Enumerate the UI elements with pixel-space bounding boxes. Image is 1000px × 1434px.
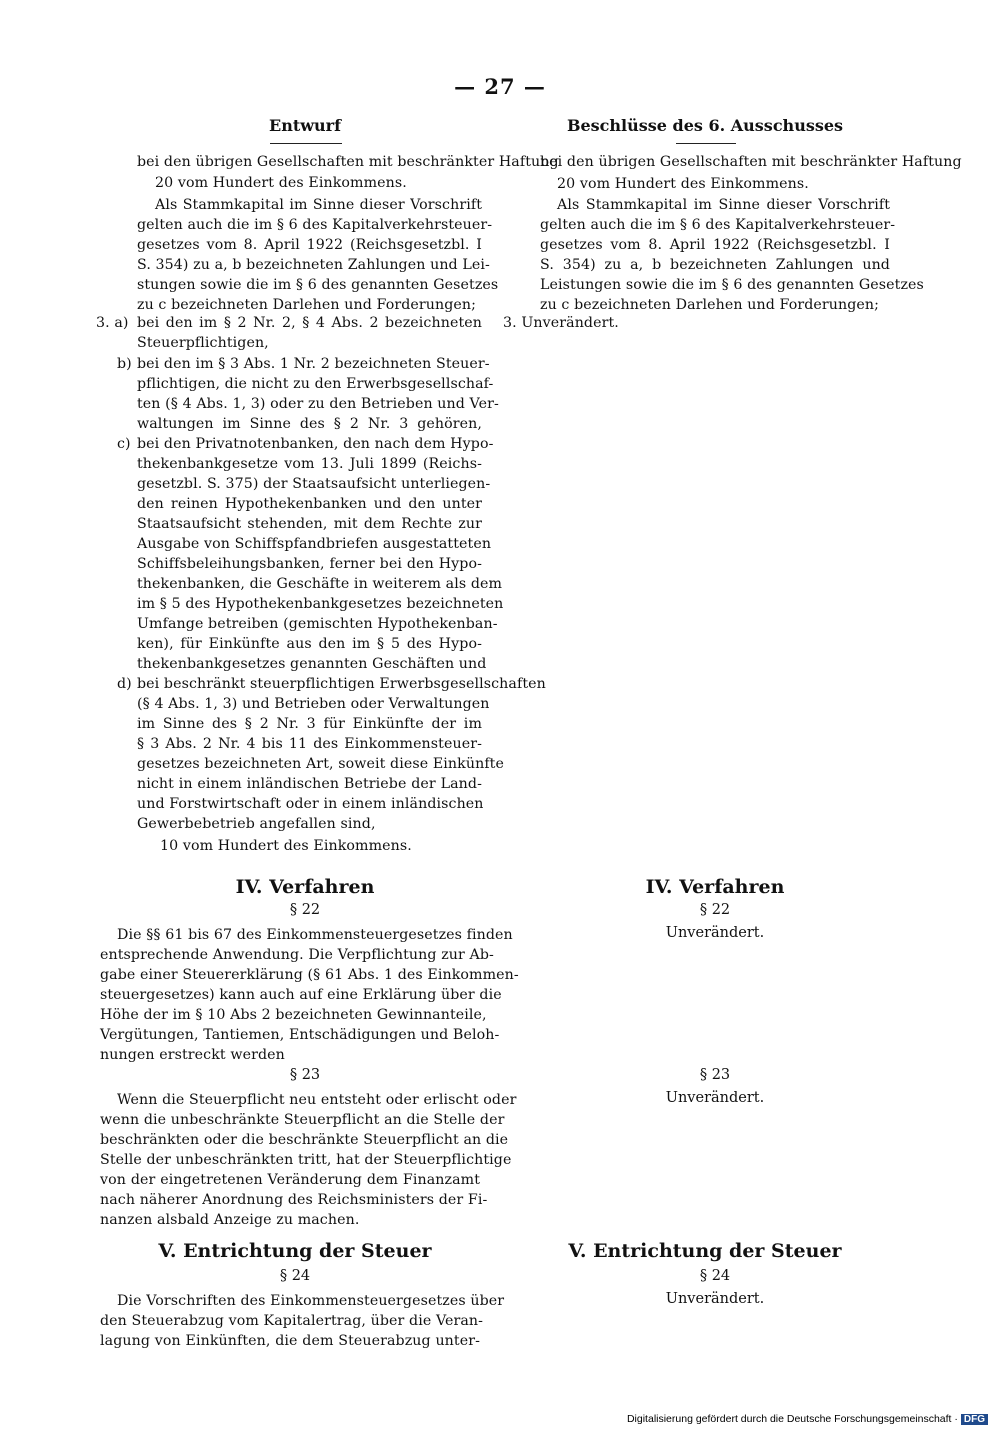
text-line: wenn die unbeschränkte Steuerpflicht an die Stelle der xyxy=(100,1112,505,1128)
paragraph-24-left: § 24 xyxy=(279,1268,311,1284)
text-line: 20 vom Hundert des Einkommens. xyxy=(557,176,809,192)
text-line: 3. Unverändert. xyxy=(503,315,619,331)
text-line: Stelle der unbeschränkten tritt, hat der Steuerpflichtige xyxy=(100,1152,512,1168)
text-line: Umfange betreiben (gemischten Hypothekenban- xyxy=(137,616,498,632)
text-line: (§ 4 Abs. 1, 3) und Betrieben oder Verwaltungen xyxy=(137,696,490,712)
text-line: Vergütungen, Tantiemen, Entschädigungen und Beloh- xyxy=(100,1027,500,1043)
footer-text: Digitalisierung gefördert durch die Deutsche Forschungsgemeinschaft · xyxy=(626,1413,958,1425)
text-line: § 3 Abs. 2 Nr. 4 bis 11 des Einkommensteuer- xyxy=(137,736,482,752)
text-line: nanzen alsbald Anzeige zu machen. xyxy=(100,1212,360,1228)
text-line: den Steuerabzug vom Kapitalertrag, über die Veran- xyxy=(100,1313,484,1329)
text-line: bei den Privatnotenbanken, den nach dem Hypo- xyxy=(137,436,494,452)
text-line: Ausgabe von Schiffspfandbriefen ausgestatteten xyxy=(137,536,492,552)
paragraph-24-right: § 24 xyxy=(699,1268,731,1284)
text-line: ten (§ 4 Abs. 1, 3) oder zu den Betrieben und Ver- xyxy=(137,396,499,412)
right-column-header: Beschlüsse des 6. Ausschusses xyxy=(566,116,844,135)
text-line: Gewerbebetrieb angefallen sind, xyxy=(137,816,376,832)
text-line: beschränkten oder die beschränkte Steuerpflicht an die xyxy=(100,1132,509,1148)
section-v-title-left: V. Entrichtung der Steuer xyxy=(158,1240,432,1262)
text-line: 20 vom Hundert des Einkommens. xyxy=(155,175,407,191)
paragraph-23-left: § 23 xyxy=(289,1067,321,1083)
unchanged-23: Unverändert. xyxy=(665,1090,765,1106)
text-line: bei den übrigen Gesellschaften mit beschränkter Haftung xyxy=(540,154,962,170)
text-line: gelten auch die im § 6 des Kapitalverkehrsteuer- xyxy=(137,217,493,233)
text-line: waltungen im Sinne des § 2 Nr. 3 gehören, xyxy=(137,416,482,432)
enum-label: 3. a) xyxy=(96,315,129,331)
text-line: Steuerpflichtigen, xyxy=(137,335,269,351)
text-line: nungen erstreckt werden xyxy=(100,1047,285,1063)
digitization-footer xyxy=(627,1413,988,1425)
text-line: Als Stammkapital im Sinne dieser Vorschrift xyxy=(557,197,890,213)
text-line: steuergesetzes) kann auch auf eine Erklärung über die xyxy=(100,987,502,1003)
text-line: 10 vom Hundert des Einkommens. xyxy=(160,838,412,854)
enum-label: c) xyxy=(117,436,131,452)
text-line: gesetzes bezeichneten Art, soweit diese Einkünfte xyxy=(137,756,504,772)
text-line: den reinen Hypothekenbanken und den unter xyxy=(137,496,482,512)
text-line: und Forstwirtschaft oder in einem inländischen xyxy=(137,796,484,812)
enum-label: b) xyxy=(117,356,132,372)
paragraph-23-right: § 23 xyxy=(699,1067,731,1083)
text-line: bei den übrigen Gesellschaften mit beschränkter Haftung xyxy=(137,154,559,170)
text-line: Als Stammkapital im Sinne dieser Vorschrift xyxy=(155,197,482,213)
text-line: im Sinne des § 2 Nr. 3 für Einkünfte der im xyxy=(137,716,482,732)
text-line: gesetzes vom 8. April 1922 (Reichsgesetzbl. I xyxy=(540,237,890,253)
left-column-header: Entwurf xyxy=(269,116,341,135)
text-line: Höhe der im § 10 Abs 2 bezeichneten Gewinnanteile, xyxy=(100,1007,487,1023)
paragraph-22-left: § 22 xyxy=(289,902,321,918)
unchanged-24: Unverändert. xyxy=(665,1291,765,1307)
text-line: gelten auch die im § 6 des Kapitalverkehrsteuer- xyxy=(540,217,896,233)
text-line: bei den im § 2 Nr. 2, § 4 Abs. 2 bezeichneten xyxy=(137,315,482,331)
text-line: gesetzes vom 8. April 1922 (Reichsgesetzbl. I xyxy=(137,237,482,253)
text-line: pflichtigen, die nicht zu den Erwerbsgesellschaf- xyxy=(137,376,494,392)
text-line: gabe einer Steuererklärung (§ 61 Abs. 1 des Einkommen- xyxy=(100,967,519,983)
text-line: Schiffsbeleihungsbanken, ferner bei den Hypo- xyxy=(137,556,482,572)
text-line: gesetzbl. S. 375) der Staatsaufsicht unterliegen- xyxy=(137,476,491,492)
paragraph-22-right: § 22 xyxy=(699,902,731,918)
text-line: nicht in einem inländischen Betriebe der Land- xyxy=(137,776,482,792)
text-line: Die Vorschriften des Einkommensteuergesetzes über xyxy=(117,1293,505,1309)
text-line: Staatsaufsicht stehenden, mit dem Rechte zur xyxy=(137,516,482,532)
section-iv-title-left: IV. Verfahren xyxy=(235,876,375,898)
text-line: thekenbanken, die Geschäfte in weiterem als dem xyxy=(137,576,503,592)
text-line: bei beschränkt steuerpflichtigen Erwerbsgesellschaften xyxy=(137,676,546,692)
section-v-title-right: V. Entrichtung der Steuer xyxy=(568,1240,842,1262)
text-line: thekenbankgesetze vom 13. Juli 1899 (Reichs- xyxy=(137,456,482,472)
text-line: Die §§ 61 bis 67 des Einkommensteuergesetzes finden xyxy=(117,927,513,943)
enum-label: d) xyxy=(117,676,132,692)
text-line: bei den im § 3 Abs. 1 Nr. 2 bezeichneten Steuer- xyxy=(137,356,490,372)
left-header-rule xyxy=(270,143,342,144)
page-number: — 27 — xyxy=(454,74,546,99)
text-line: thekenbankgesetzes genannten Geschäften und xyxy=(137,656,487,672)
text-line: ken), für Einkünfte aus den im § 5 des Hypo- xyxy=(137,636,482,652)
text-line: im § 5 des Hypothekenbankgesetzes bezeichneten xyxy=(137,596,504,612)
text-line: Wenn die Steuerpflicht neu entsteht oder erlischt oder xyxy=(117,1092,517,1108)
text-line: entsprechende Anwendung. Die Verpflichtung zur Ab- xyxy=(100,947,494,963)
text-line: S. 354) zu a, b bezeichneten Zahlungen und xyxy=(540,257,890,273)
text-line: lagung von Einkünften, die dem Steuerabzug unter- xyxy=(100,1333,480,1349)
text-line: Leistungen sowie die im § 6 des genannten Gesetzes xyxy=(540,277,924,293)
text-line: zu c bezeichneten Darlehen und Forderungen; xyxy=(137,297,477,313)
right-header-rule xyxy=(676,143,736,144)
text-line: von der eingetretenen Veränderung dem Finanzamt xyxy=(100,1172,480,1188)
text-line: S. 354) zu a, b bezeichneten Zahlungen und Lei- xyxy=(137,257,490,273)
text-line: zu c bezeichneten Darlehen und Forderungen; xyxy=(540,297,880,313)
dfg-logo: DFG xyxy=(961,1414,988,1425)
section-iv-title-right: IV. Verfahren xyxy=(645,876,785,898)
text-line: stungen sowie die im § 6 des genannten Gesetzes xyxy=(137,277,499,293)
unchanged-22: Unverändert. xyxy=(665,925,765,941)
text-line: nach näherer Anordnung des Reichsministers der Fi- xyxy=(100,1192,488,1208)
